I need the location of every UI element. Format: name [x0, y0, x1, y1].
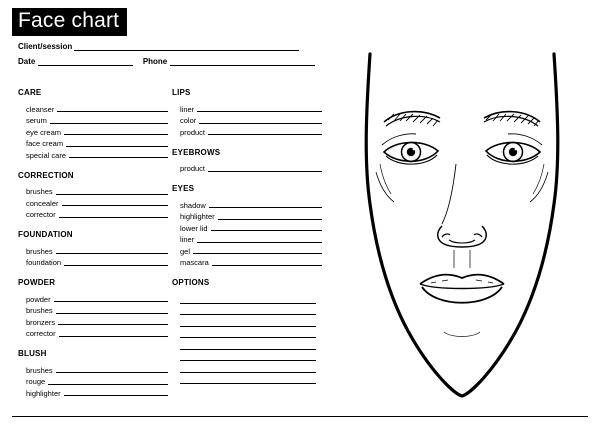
field-input-line[interactable]	[54, 293, 168, 302]
field-row[interactable]	[18, 315, 168, 327]
field-row[interactable]	[18, 208, 168, 220]
face-illustration	[336, 44, 588, 416]
field-row[interactable]	[172, 221, 322, 233]
section-title: BLUSH	[18, 349, 47, 358]
field-input-line[interactable]	[197, 103, 322, 112]
field-row[interactable]	[18, 292, 168, 304]
field-label: face cream	[26, 139, 64, 148]
field-input-line[interactable]	[208, 163, 322, 172]
phone-input-line[interactable]	[170, 58, 315, 66]
field-input-line[interactable]	[59, 328, 168, 337]
field-row[interactable]	[18, 363, 168, 375]
section-title: EYEBROWS	[172, 147, 221, 157]
field-label: product	[180, 164, 206, 173]
field-label: rouge	[26, 377, 46, 386]
section-options	[172, 278, 322, 384]
footer-divider	[12, 416, 588, 417]
field-input-line[interactable]	[64, 257, 168, 266]
section-eyebrows	[172, 148, 322, 174]
field-input-line[interactable]	[58, 316, 168, 325]
field-label: lower lid	[180, 223, 208, 233]
field-label: shadow	[180, 200, 206, 210]
section-blush	[18, 349, 168, 398]
field-row[interactable]	[18, 125, 168, 137]
field-label: liner	[180, 104, 195, 114]
field-row[interactable]	[172, 198, 322, 210]
field-input-line[interactable]	[193, 245, 322, 254]
field-input-line[interactable]	[208, 126, 322, 135]
field-input-line[interactable]	[199, 115, 322, 124]
section-care	[18, 88, 168, 160]
field-input-line[interactable]	[197, 234, 322, 243]
field-input-line[interactable]	[66, 138, 168, 147]
field-label: bronzers	[26, 317, 56, 327]
field-label: brushes	[26, 187, 53, 196]
field-row[interactable]	[172, 114, 322, 126]
options-blank-line[interactable]	[180, 292, 316, 304]
field-input-line[interactable]	[57, 103, 168, 112]
options-blank-line[interactable]	[180, 304, 316, 316]
field-row[interactable]	[18, 102, 168, 114]
section-title: LIPS	[172, 88, 191, 97]
client-session-label: Client/session	[18, 42, 73, 51]
field-label: brushes	[26, 306, 53, 315]
field-input-line[interactable]	[64, 387, 168, 396]
field-input-line[interactable]	[212, 257, 322, 266]
field-row[interactable]	[18, 185, 168, 197]
section-correction	[18, 171, 168, 220]
field-input-line[interactable]	[64, 126, 168, 135]
field-row[interactable]	[172, 102, 322, 114]
field-row[interactable]	[18, 327, 168, 339]
field-row[interactable]	[18, 137, 168, 149]
client-session-input-line[interactable]	[74, 43, 299, 51]
field-row[interactable]	[172, 162, 322, 174]
section-foundation	[18, 230, 168, 267]
field-label: brushes	[26, 246, 53, 256]
client-session-field[interactable]	[18, 42, 299, 51]
field-row[interactable]	[18, 114, 168, 126]
field-label: product	[180, 127, 206, 137]
section-title: OPTIONS	[172, 278, 210, 287]
field-label: highlighter	[180, 212, 215, 221]
field-row[interactable]	[172, 125, 322, 137]
field-label: foundation	[26, 258, 62, 267]
field-row[interactable]	[18, 148, 168, 160]
field-input-line[interactable]	[56, 186, 168, 195]
date-label: Date	[18, 57, 36, 66]
field-label: liner	[180, 235, 195, 244]
field-label: cleanser	[26, 104, 55, 114]
field-input-line[interactable]	[50, 115, 168, 124]
field-label: highlighter	[26, 388, 61, 398]
field-row[interactable]	[172, 210, 322, 222]
field-row[interactable]	[18, 256, 168, 268]
middle-column	[172, 88, 322, 395]
field-row[interactable]	[18, 375, 168, 387]
phone-label: Phone	[142, 57, 168, 66]
section-title: EYES	[172, 184, 195, 193]
field-label: concealer	[26, 198, 59, 208]
options-blank-line[interactable]	[180, 315, 316, 327]
field-label: eye cream	[26, 127, 62, 137]
field-input-line[interactable]	[56, 245, 168, 254]
field-label: brushes	[26, 365, 53, 375]
field-row[interactable]	[172, 244, 322, 256]
field-input-line[interactable]	[56, 364, 168, 373]
options-blank-line[interactable]	[180, 338, 316, 350]
date-phone-row[interactable]	[18, 57, 315, 66]
left-column	[18, 88, 168, 409]
field-input-line[interactable]	[69, 149, 168, 158]
field-label: color	[180, 116, 197, 125]
section-powder	[18, 278, 168, 338]
field-label: corrector	[26, 329, 56, 338]
field-input-line[interactable]	[48, 376, 168, 385]
field-input-line[interactable]	[56, 305, 168, 314]
date-input-line[interactable]	[38, 58, 133, 66]
section-title: FOUNDATION	[18, 230, 73, 239]
page-title: Face chart	[12, 8, 127, 36]
field-label: special care	[26, 150, 67, 160]
face-outline-drawing	[336, 44, 588, 416]
section-title: CARE	[18, 88, 42, 97]
field-input-line[interactable]	[211, 222, 322, 231]
field-row[interactable]	[18, 196, 168, 208]
options-blank-line[interactable]	[180, 373, 316, 385]
field-label: gel	[180, 246, 191, 256]
field-label: serum	[26, 116, 47, 125]
field-row[interactable]	[172, 233, 322, 245]
field-row[interactable]	[172, 256, 322, 268]
field-label: mascara	[180, 258, 209, 267]
field-row[interactable]	[18, 244, 168, 256]
field-label: corrector	[26, 210, 56, 219]
section-title: POWDER	[18, 278, 56, 287]
field-input-line[interactable]	[62, 197, 168, 206]
section-title: CORRECTION	[18, 170, 74, 180]
field-row[interactable]	[18, 304, 168, 316]
section-eyes	[172, 184, 322, 267]
field-input-line[interactable]	[209, 199, 322, 208]
options-blank-line[interactable]	[180, 361, 316, 373]
field-row[interactable]	[18, 386, 168, 398]
field-label: powder	[26, 294, 51, 304]
section-lips	[172, 88, 322, 137]
options-blank-line[interactable]	[180, 327, 316, 339]
options-blank-line[interactable]	[180, 350, 316, 362]
field-input-line[interactable]	[218, 211, 322, 220]
field-input-line[interactable]	[59, 209, 168, 218]
